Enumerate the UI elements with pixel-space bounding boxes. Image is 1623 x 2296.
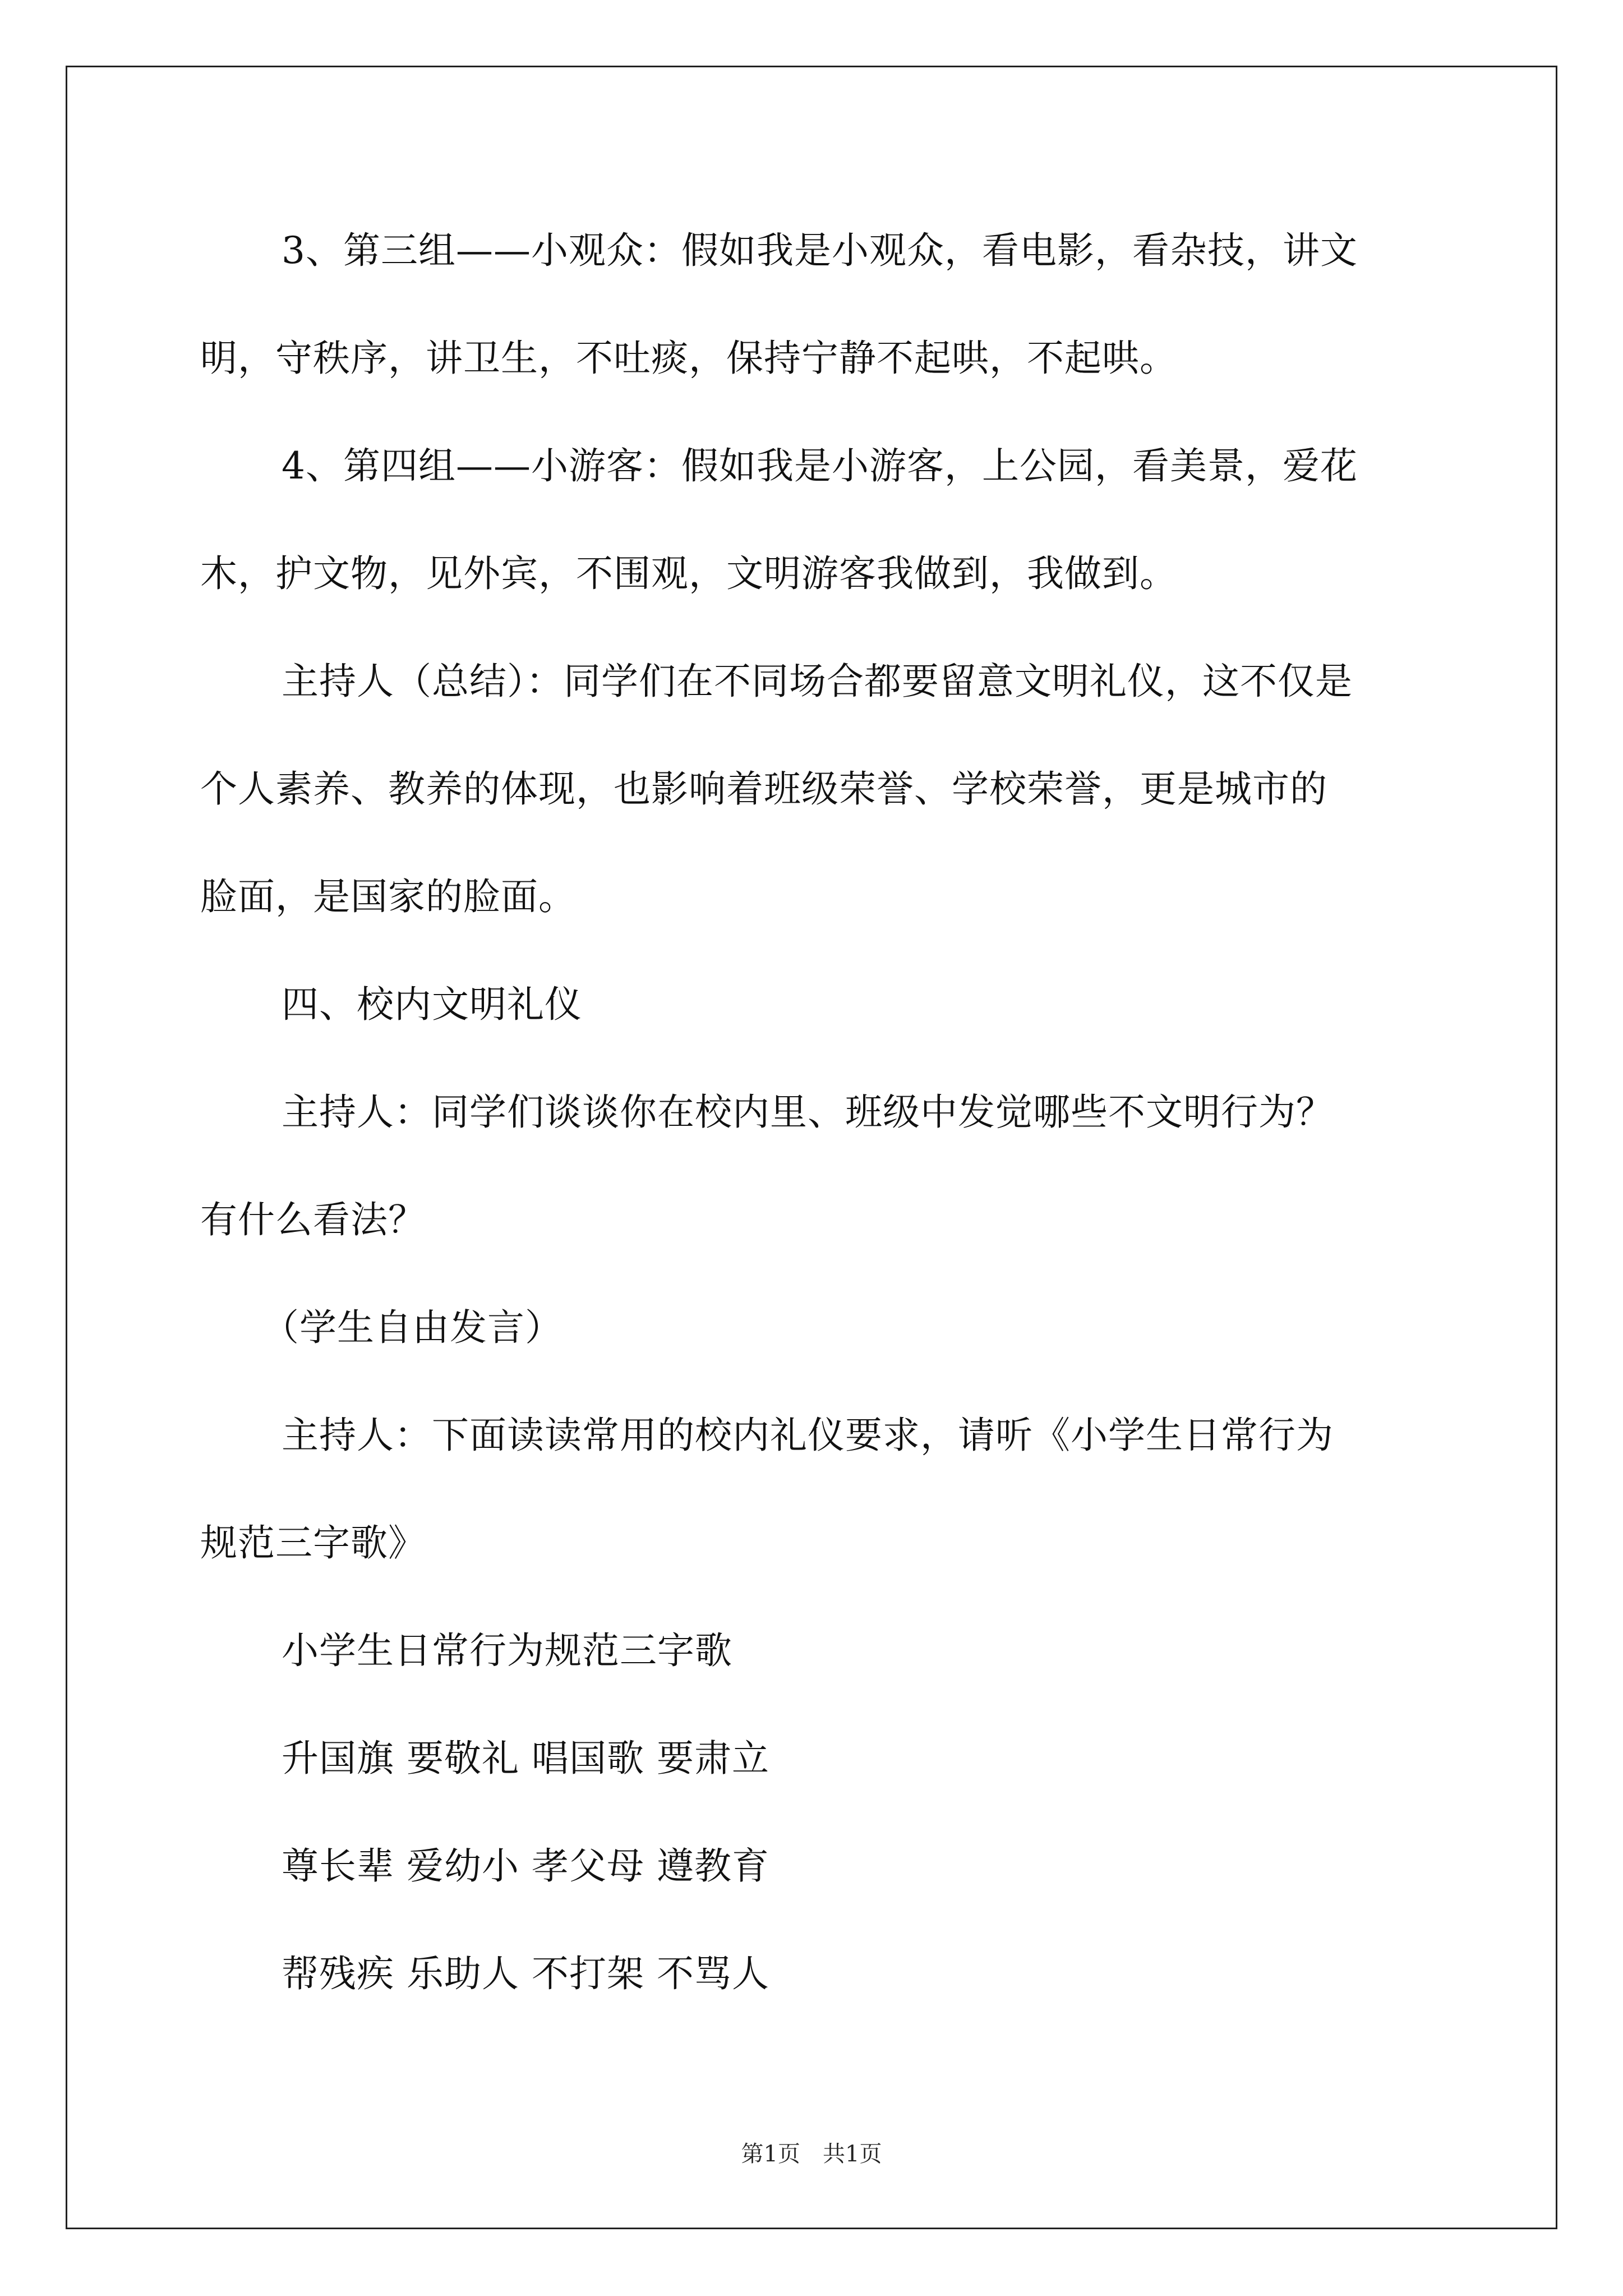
paragraph-line: 脸面，是国家的脸面。 <box>200 875 576 918</box>
song-line: 帮残疾 乐助人 不打架 不骂人 <box>282 1952 769 1995</box>
page-border <box>66 66 1557 2229</box>
paragraph-line: 个人素养、教养的体现，也影响着班级荣誉、学校荣誉，更是城市的 <box>200 767 1327 811</box>
song-title: 小学生日常行为规范三字歌 <box>282 1629 732 1672</box>
paragraph-line: 有什么看法？ <box>200 1198 426 1241</box>
paragraph-line: 4、第四组——小游客：假如我是小游客，上公园，看美景，爱花 <box>282 444 1358 487</box>
paragraph-line: （学生自由发言） <box>262 1306 562 1349</box>
section-heading: 四、校内文明礼仪 <box>282 983 582 1026</box>
song-line: 升国旗 要敬礼 唱国歌 要肃立 <box>282 1737 769 1780</box>
paragraph-line: 3、第三组——小观众：假如我是小观众，看电影，看杂技，讲文 <box>282 229 1358 272</box>
paragraph-line: 主持人：下面读读常用的校内礼仪要求，请听《小学生日常行为 <box>282 1414 1334 1457</box>
paragraph-line: 木，护文物，见外宾，不围观，文明游客我做到，我做到。 <box>200 552 1177 595</box>
paragraph-line: 明，守秩序，讲卫生，不吐痰，保持宁静不起哄，不起哄。 <box>200 337 1177 380</box>
paragraph-line: 规范三字歌》 <box>200 1521 426 1565</box>
song-line: 尊长辈 爱幼小 孝父母 遵教育 <box>282 1844 769 1888</box>
paragraph-line: 主持人（总结）：同学们在不同场合都要留意文明礼仪，这不仅是 <box>282 660 1353 703</box>
page-footer: 第1页 共1页 <box>741 2141 882 2167</box>
paragraph-line: 主持人：同学们谈谈你在校内里、班级中发觉哪些不文明行为？ <box>282 1091 1334 1134</box>
